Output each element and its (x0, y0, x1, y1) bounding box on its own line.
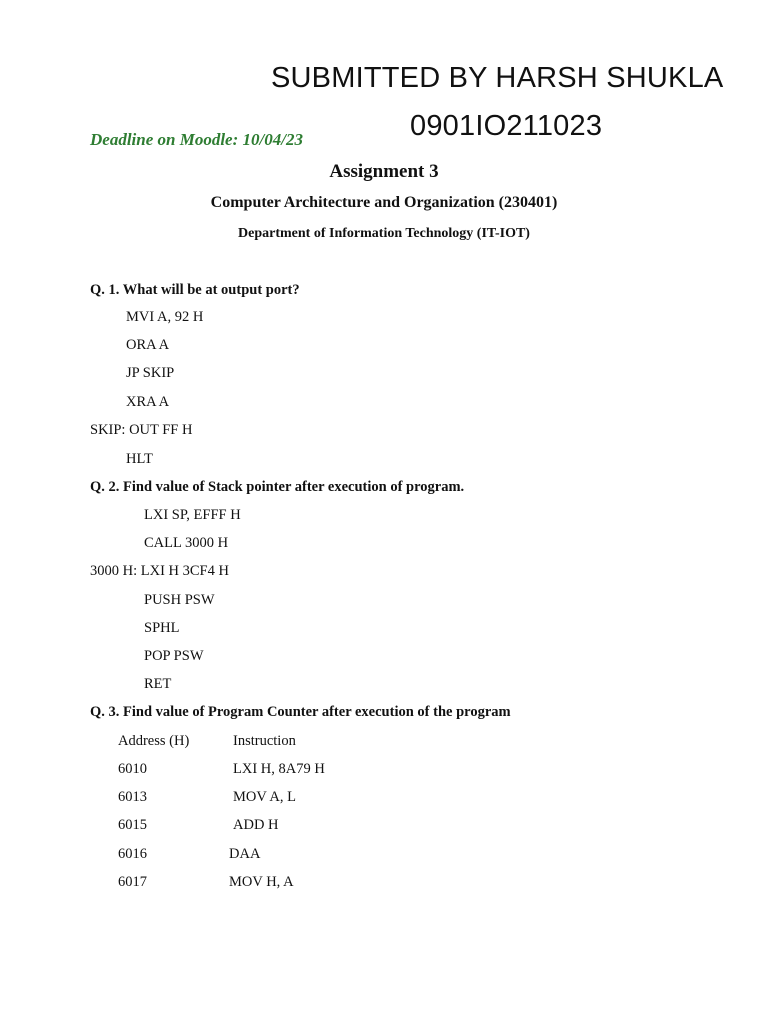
q2-line: PUSH PSW (144, 592, 215, 608)
submitted-by-text: SUBMITTED BY HARSH SHUKLA (271, 62, 724, 94)
q2-line: LXI SP, EFFF H (144, 507, 241, 523)
q3-header-address: Address (H) (118, 733, 190, 749)
roll-number-text: 0901IO211023 (410, 110, 603, 142)
q3-row-address: 6015 (118, 817, 147, 833)
deadline-text: Deadline on Moodle: 10/04/23 (90, 130, 303, 149)
q1-line: JP SKIP (126, 365, 175, 381)
q2-line: POP PSW (144, 648, 204, 664)
assignment-title: Assignment 3 (329, 161, 439, 182)
q1-line: MVI A, 92 H (126, 309, 204, 325)
q3-row-address: 6016 (118, 846, 147, 862)
question-3: Q. 3. Find value of Program Counter after execution of the program (90, 704, 511, 720)
q3-row-instruction: MOV A, L (233, 789, 296, 805)
q3-row-instruction: DAA (229, 846, 261, 862)
q1-line: SKIP: OUT FF H (90, 422, 193, 438)
q3-row-address: 6010 (118, 761, 147, 777)
q1-line: XRA A (126, 394, 170, 410)
q3-row-instruction: ADD H (233, 817, 279, 833)
q3-row-address: 6017 (118, 874, 147, 890)
question-2: Q. 2. Find value of Stack pointer after execution of program. (90, 479, 465, 495)
q3-row-instruction: MOV H, A (229, 874, 294, 890)
department-title: Department of Information Technology (IT-IOT) (238, 226, 530, 241)
q2-line: RET (144, 676, 172, 692)
q1-line: HLT (126, 451, 153, 467)
q1-line: ORA A (126, 337, 170, 353)
q2-line: SPHL (144, 620, 180, 636)
q2-line: 3000 H: LXI H 3CF4 H (90, 563, 229, 579)
question-1: Q. 1. What will be at output port? (90, 282, 300, 298)
q3-header-instruction: Instruction (233, 733, 296, 749)
course-title: Computer Architecture and Organization (230401) (210, 194, 558, 211)
q3-row-instruction: LXI H, 8A79 H (233, 761, 325, 777)
q3-row-address: 6013 (118, 789, 147, 805)
q2-line: CALL 3000 H (144, 535, 229, 551)
